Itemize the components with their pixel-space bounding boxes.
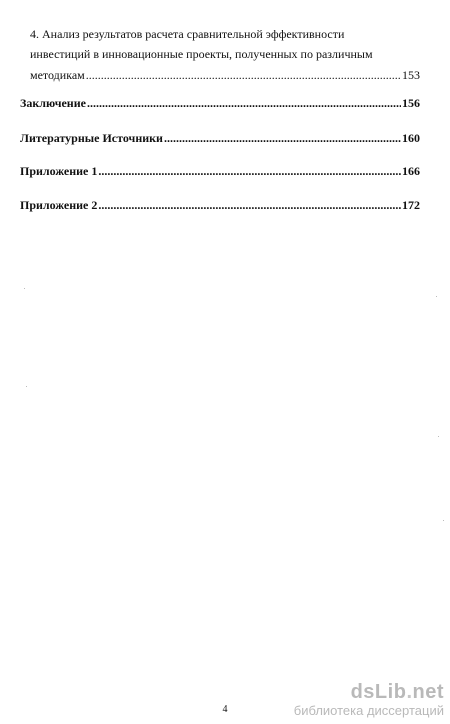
toc-leader-dots — [87, 96, 401, 111]
toc-entry-references — [20, 131, 420, 146]
scan-speck — [443, 520, 444, 521]
toc-entry-label: Литературные Источники — [20, 131, 163, 145]
toc-page-number: 156 — [402, 96, 420, 110]
watermark-subtitle: библиотека диссертаций — [293, 703, 444, 718]
page-number: 4 — [222, 704, 228, 715]
toc-entry-appendix2 — [20, 198, 420, 213]
toc-leader-dots — [164, 131, 401, 146]
toc-entry-item4 — [30, 68, 420, 83]
toc-entry-conclusion — [20, 96, 420, 111]
toc-entry-label: Заключение — [20, 96, 86, 110]
scan-speck — [438, 436, 439, 437]
watermark-logo: dsLib.net — [350, 681, 444, 703]
toc-leader-dots — [86, 68, 401, 83]
watermark — [294, 682, 444, 718]
toc-item4-line3: методикам — [30, 68, 85, 82]
toc-entry-appendix1 — [20, 164, 420, 179]
scan-speck — [24, 288, 25, 289]
toc-page-number: 166 — [402, 164, 420, 178]
toc-item4-line1: 4. Анализ результатов расчета сравнительной эффективности — [30, 27, 345, 41]
toc-entry-label: Приложение 2 — [20, 198, 98, 212]
toc-item4-line2: инвестиций в инновационные проекты, полученных по различным — [30, 47, 373, 61]
toc-leader-dots — [98, 198, 401, 213]
toc-page-number: 160 — [402, 131, 420, 145]
toc-page-number: 153 — [402, 68, 420, 82]
toc-page-number: 172 — [402, 198, 420, 212]
toc-leader-dots — [98, 164, 401, 179]
toc-entry-label: Приложение 1 — [20, 164, 98, 178]
scan-speck — [26, 386, 27, 387]
scan-speck — [436, 296, 437, 297]
